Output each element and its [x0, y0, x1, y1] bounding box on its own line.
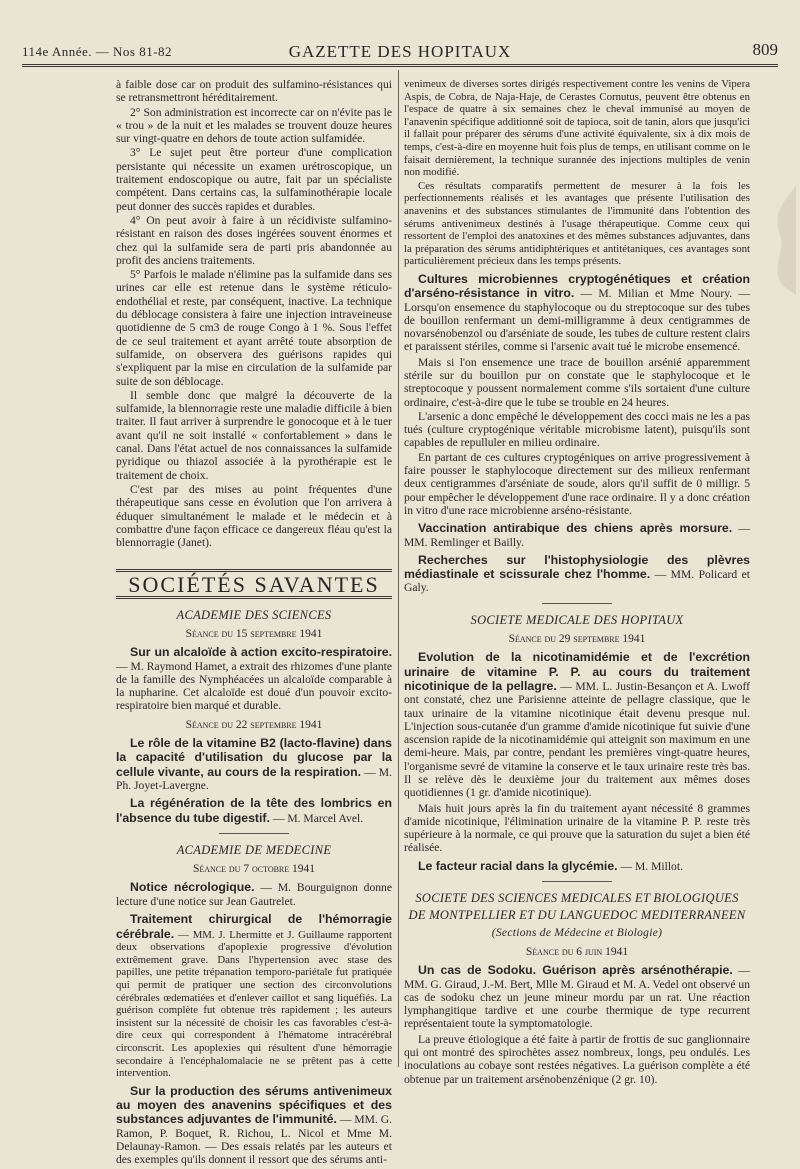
right-column — [404, 78, 750, 1087]
article — [116, 1084, 392, 1167]
seance-date: Séance du 22 septembre 1941 — [185, 718, 323, 731]
article — [116, 880, 392, 908]
page-edge-stain — [752, 185, 796, 295]
article-body: — MM. L. Justin-Besançon et A. Lwoff ont constaté, chez une Parisienne atteinte de pellagre classique, que le taux urinaire de la vitamine nicotinique était devenu presque nul. L'injection sous-cutanée d'un gramme d'amide nicotinique fut suivie d'une ascension rapide de la nicotinamidémie qui atteignit son maximum en une demi-heure. Mais, par contre, pendant les premières vingt-quatre heures, l'organisme sevré de vitamine la conserve et le taux urinaire reste très bas. Il se relève dès le deuxième jour du traitement aux mêmes doses quotidiennes (1 gr. d'amide nicotinique). — [404, 679, 750, 800]
article-body: — MM. J. Lhermitte et J. Guillaume rapportent deux observations d'apoplexie progressive d'évolution extrêmement grave. Dans l'hypertension avec stase des papilles, une petite trépanation temporo-pariétale fut pratiquée qui permit de pratiquer une section des circonvolutions cérébrales œdematiées et d'enlever caillot et sang liquéfiés. La guérison complète fut obtenue très rapidement ; les auteurs insistent sur la nécessité de choisir les cas favorables c'est-à-dire ceux qui correspondent à l'hématome intracérébral circonscrit. Les apoplexies qui résultent d'une hémorragie secondaire à l'encéphalomalacie ne se prêtent pas à cette intervention. — [116, 928, 392, 1080]
paragraph: 4° On peut avoir à faire à un récidiviste sulfamino-résistant en raison des doses ingérées souvent énormes et chez qui la sulfamide sera de parti pris abandonnée au profit des anciens traitements. — [116, 213, 392, 267]
article — [116, 796, 392, 825]
paragraph: 3° Le sujet peut être porteur d'une complication persistante qui nécessite un examen urétroscopique, un traitement endoscopique ou autre, fait par un spécialiste compétent. Dans certains cas, la sulfaminothérapie locale peut donner des succès rapides et durables. — [116, 146, 392, 213]
article-body: — M. Marcel Avel. — [269, 811, 364, 825]
article-body: — MM. G. Ramon, P. Boquet, R. Richou, L. Nicol et Mme M. Delaunay-Ramon. — Des essais relatés par les auteurs et des exemples qu'ils donnent il ressort que des sérums anti- — [116, 1113, 392, 1167]
column-divider — [398, 70, 399, 1067]
article — [116, 912, 392, 1080]
article-title: Le rôle de la vitamine B2 (lacto-flavine) dans la capacité d'utilisation du glucose par la cellule vivante, au cours de la respiration. — [116, 736, 392, 779]
seance-date: Séance du 29 septembre 1941 — [508, 633, 646, 646]
seance-date: Séance du 7 octobre 1941 — [192, 863, 316, 876]
paragraph: venimeux de diverses sortes dirigés respectivement contre les venins de Vipera Aspis, de Cobra, de Naja-Haje, de Cerastes Cornutus, peuvent être obtenus en l'espace de quatre à six semaines chez le cheval immunisé au moyen de l'anavenin spécifique additionné soit de tapioca, soit de tanin, alors que jusqu'ici il fallait pour préparer des sérums d'une activité équivalente, six à dix mois de temps, c'est-à-dire en moyenne huit fois plus de temps, en utilisant comme on le faisait dernièrement, la technique surannée des injections multiples de venin non modifié. — [404, 78, 751, 179]
issue-number: 114e Année. — Nos 81-82 — [22, 44, 173, 59]
paragraph: à faible dose car on produit des sulfamino-résistances qui se retransmettront héréditairement. — [116, 78, 392, 105]
paragraph: L'arsenic a donc empêché le développement des cocci mais ne les a pas tués (culture cryptogénique véritable microbisme latent), puisqu'ils sont capables de repulluler en milieu ordinaire. — [404, 409, 750, 450]
article-title: Le facteur racial dans la glycémie. — [418, 858, 618, 873]
article-title: Cultures microbiennes cryptogénétiques et création d'arséno-résistance in vitro. — [404, 271, 750, 301]
article-title: Un cas de Sodoku. Guérison après arsénothérapie. — [418, 963, 733, 978]
article-body: — MM. G. Giraud, J.-M. Bert, Mlle M. Giraud et M. A. Vedel ont observé un cas de sodoku chez un jeune mineur mordu par un rat. Une réaction lymphangitique tardive et une courbe thermique de type recurrent représentaient toute la symptomatologie. — [404, 964, 750, 1031]
article — [404, 859, 750, 873]
seance-date: Séance du 6 juin 1941 — [525, 945, 629, 958]
article — [404, 521, 750, 549]
article-title: Vaccination antirabique des chiens après morsure. — [418, 521, 733, 536]
article-body: — M. Millot. — [617, 859, 683, 873]
journal-title: GAZETTE DES HOPITAUX — [288, 42, 512, 61]
article — [116, 736, 392, 792]
article-title: Sur un alcaloïde à action excito-respiratoire. — [130, 645, 392, 660]
section-heading: ACADEMIE DE MEDECINE — [176, 842, 332, 857]
paragraph: C'est par des mises au point fréquentes d'une thérapeutique sans cesse en évolution que l'on arrivera à éduquer simultanément le malade et le médecin et à combattre d'une façon efficace ce dangereux fléau qu'est la blennorragie (Janet). — [116, 482, 392, 550]
section-heading: DE MONTPELLIER ET DU LANGUEDOC MEDITERRANEEN — [408, 908, 746, 923]
section-divider — [542, 881, 612, 882]
paragraph: Il semble donc que malgré la découverte de la sulfamide, la blennorragie reste une maladie difficile à bien traiter. Il faut arriver à surprendre le gonocoque et à le tuer avant qu'il ne soit installé « confortablement » dans le canal. Dans l'état actuel de nos connaissances la sulfamide pyridique ou thiazol associée à la pyrothérapie est le traitement de choix. — [116, 388, 392, 482]
section-heading: SOCIETE MEDICALE DES HOPITAUX — [470, 612, 684, 627]
article-body: — M. Ph. Joyet-Lavergne. — [116, 765, 392, 792]
paragraph: La preuve étiologique a été faite à partir de frottis de suc ganglionnaire qui ont montré des spirochètes assez nombreux, longs, peu ondulés. Les inoculations au cobaye sont restées négatives. La guérison complète a été obtenue par un traitement arsénobenzénique (2 gr. 10). — [404, 1032, 750, 1086]
article-body: — MM. Policard et Galy. — [404, 568, 750, 595]
article — [404, 272, 750, 354]
section-heading: ACADEMIE DES SCIENCES — [176, 607, 332, 622]
paragraph: 5° Parfois le malade n'élimine pas la sulfamide dans ses urines car elle est retenue dans le système réticulo-endothélial et reste, par conséquent, inactive. La technique du déblocage consistera à faire une injection intraveineuse quotidienne de 5 cm3 de rouge Congo à 1 %. Sous l'effet de ce seul traitement et ayant arrêté toute absorption de sulfamide, on observera des guérisons rapides qui s'expliquent par la mise en circulation de la sulfamide par suite de son déblocage. — [116, 268, 392, 388]
section-heading: SOCIETE DES SCIENCES MEDICALES ET BIOLOGIQUES — [415, 891, 739, 906]
article-title: Traitement chirurgical de l'hémorragie cérébrale. — [116, 912, 392, 941]
article — [404, 963, 750, 1030]
article-title: Sur la production des sérums antivenimeux au moyen des anavenins spécifiques et des substances adjuvantes de l'immunité. — [116, 1083, 392, 1127]
societes-savantes-heading: SOCIÉTÉS SAVANTES — [116, 569, 392, 598]
article-title: Evolution de la nicotinamidémie et de l'excrétion urinaire de vitamine P. P. au cours du traitement nicotinique de la pellagre. — [404, 650, 750, 693]
left-column — [116, 78, 392, 1169]
paragraph: Ces résultats comparatifs permettent de mesurer à la fois les perfectionnements réalisés et les avantages que présente l'utilisation des anavenins et des substances stimulantes de l'immunité dans l'obtention des sérums antivenimeux destinés à l'usage thérapeutique. Comme ceux qui ressortent de l'emploi des anatoxines et des mêmes substances adjuvantes, dans la préparation des sérums antidiphtériques et antitétaniques, ces avantages sont particulièrement précieux dans les temps présents. — [404, 179, 750, 268]
paragraph: Mais huit jours après la fin du traitement ayant nécessité 8 grammes d'amide nicotinique, l'élimination urinaire de la vitamine P. P. reste très supérieure à la normale, ce qui prouve que la saturation du sujet a bien été réalisée. — [404, 801, 750, 855]
section-subheading: (Sections de Médecine et Biologie) — [491, 926, 663, 939]
paragraph: Mais si l'on ensemence une trace de bouillon arsénié apparemment stérile sur du bouillon pur on constate que le staphylocoque et le streptocoque y poussent normalement comme s'ils sortaient d'une culture ordinaire, c'est-à-dire que le tube se trouble en 24 heures. — [404, 355, 750, 409]
article-body: — M. Raymond Hamet, a extrait des rhizomes d'une plante de la famille des Nymphéacées un alcaloïde comparable à la nupharine. Cet alcaloïde est doué d'un pouvoir excito-respiratoire bien marqué et durable. — [116, 659, 392, 713]
article — [404, 650, 750, 799]
page-number: 809 — [752, 40, 778, 59]
paragraph: 2° Son administration est incorrecte car on n'évite pas le « trou » de la nuit et les malades se trouvent douze heures sur vingt-quatre en dehors de toute action sulfamidée. — [116, 105, 392, 146]
paragraph: En partant de ces cultures cryptogéniques on arrive progressivement à faire pousser le staphylocoque directement sur des milieux renfermant deux centigrammes d'arséniate de soude, alors qu'il suffit de 0 milligr. 5 pour empêcher le développement d'une race ordinaire. Il y a donc création in vitro d'une race microbienne arséno-résistante. — [404, 450, 750, 517]
article — [404, 553, 750, 595]
article-body: — M. Bourguignon donne lecture d'une notice sur Jean Gautrelet. — [116, 881, 392, 908]
seance-date: Séance du 15 septembre 1941 — [185, 627, 323, 640]
article-body: — M. Milian et Mme Noury. — Lorsqu'on ensemence du staphylocoque ou du streptocoque sur des tubes de bouillon renfermant un demi-milligramme à deux centigrammes de novarsénobenzol ou d'arséniate de soude, les tubes de culture restent clairs et paraissent stériles, comme si l'arsenic avait tué le microbe ensemencé. — [404, 287, 750, 354]
section-divider — [219, 833, 289, 834]
section-divider — [542, 603, 612, 604]
article-body: — MM. Remlinger et Bailly. — [404, 522, 751, 549]
article — [116, 645, 392, 712]
page-header — [22, 40, 778, 67]
article-title: La régénération de la tête des lombrics en l'absence du tube digestif. — [116, 796, 392, 825]
article-title: Recherches sur l'histophysiologie des plèvres médiastinale et scissurale chez l'homme. — [404, 552, 750, 582]
article-title: Notice nécrologique. — [130, 880, 255, 895]
